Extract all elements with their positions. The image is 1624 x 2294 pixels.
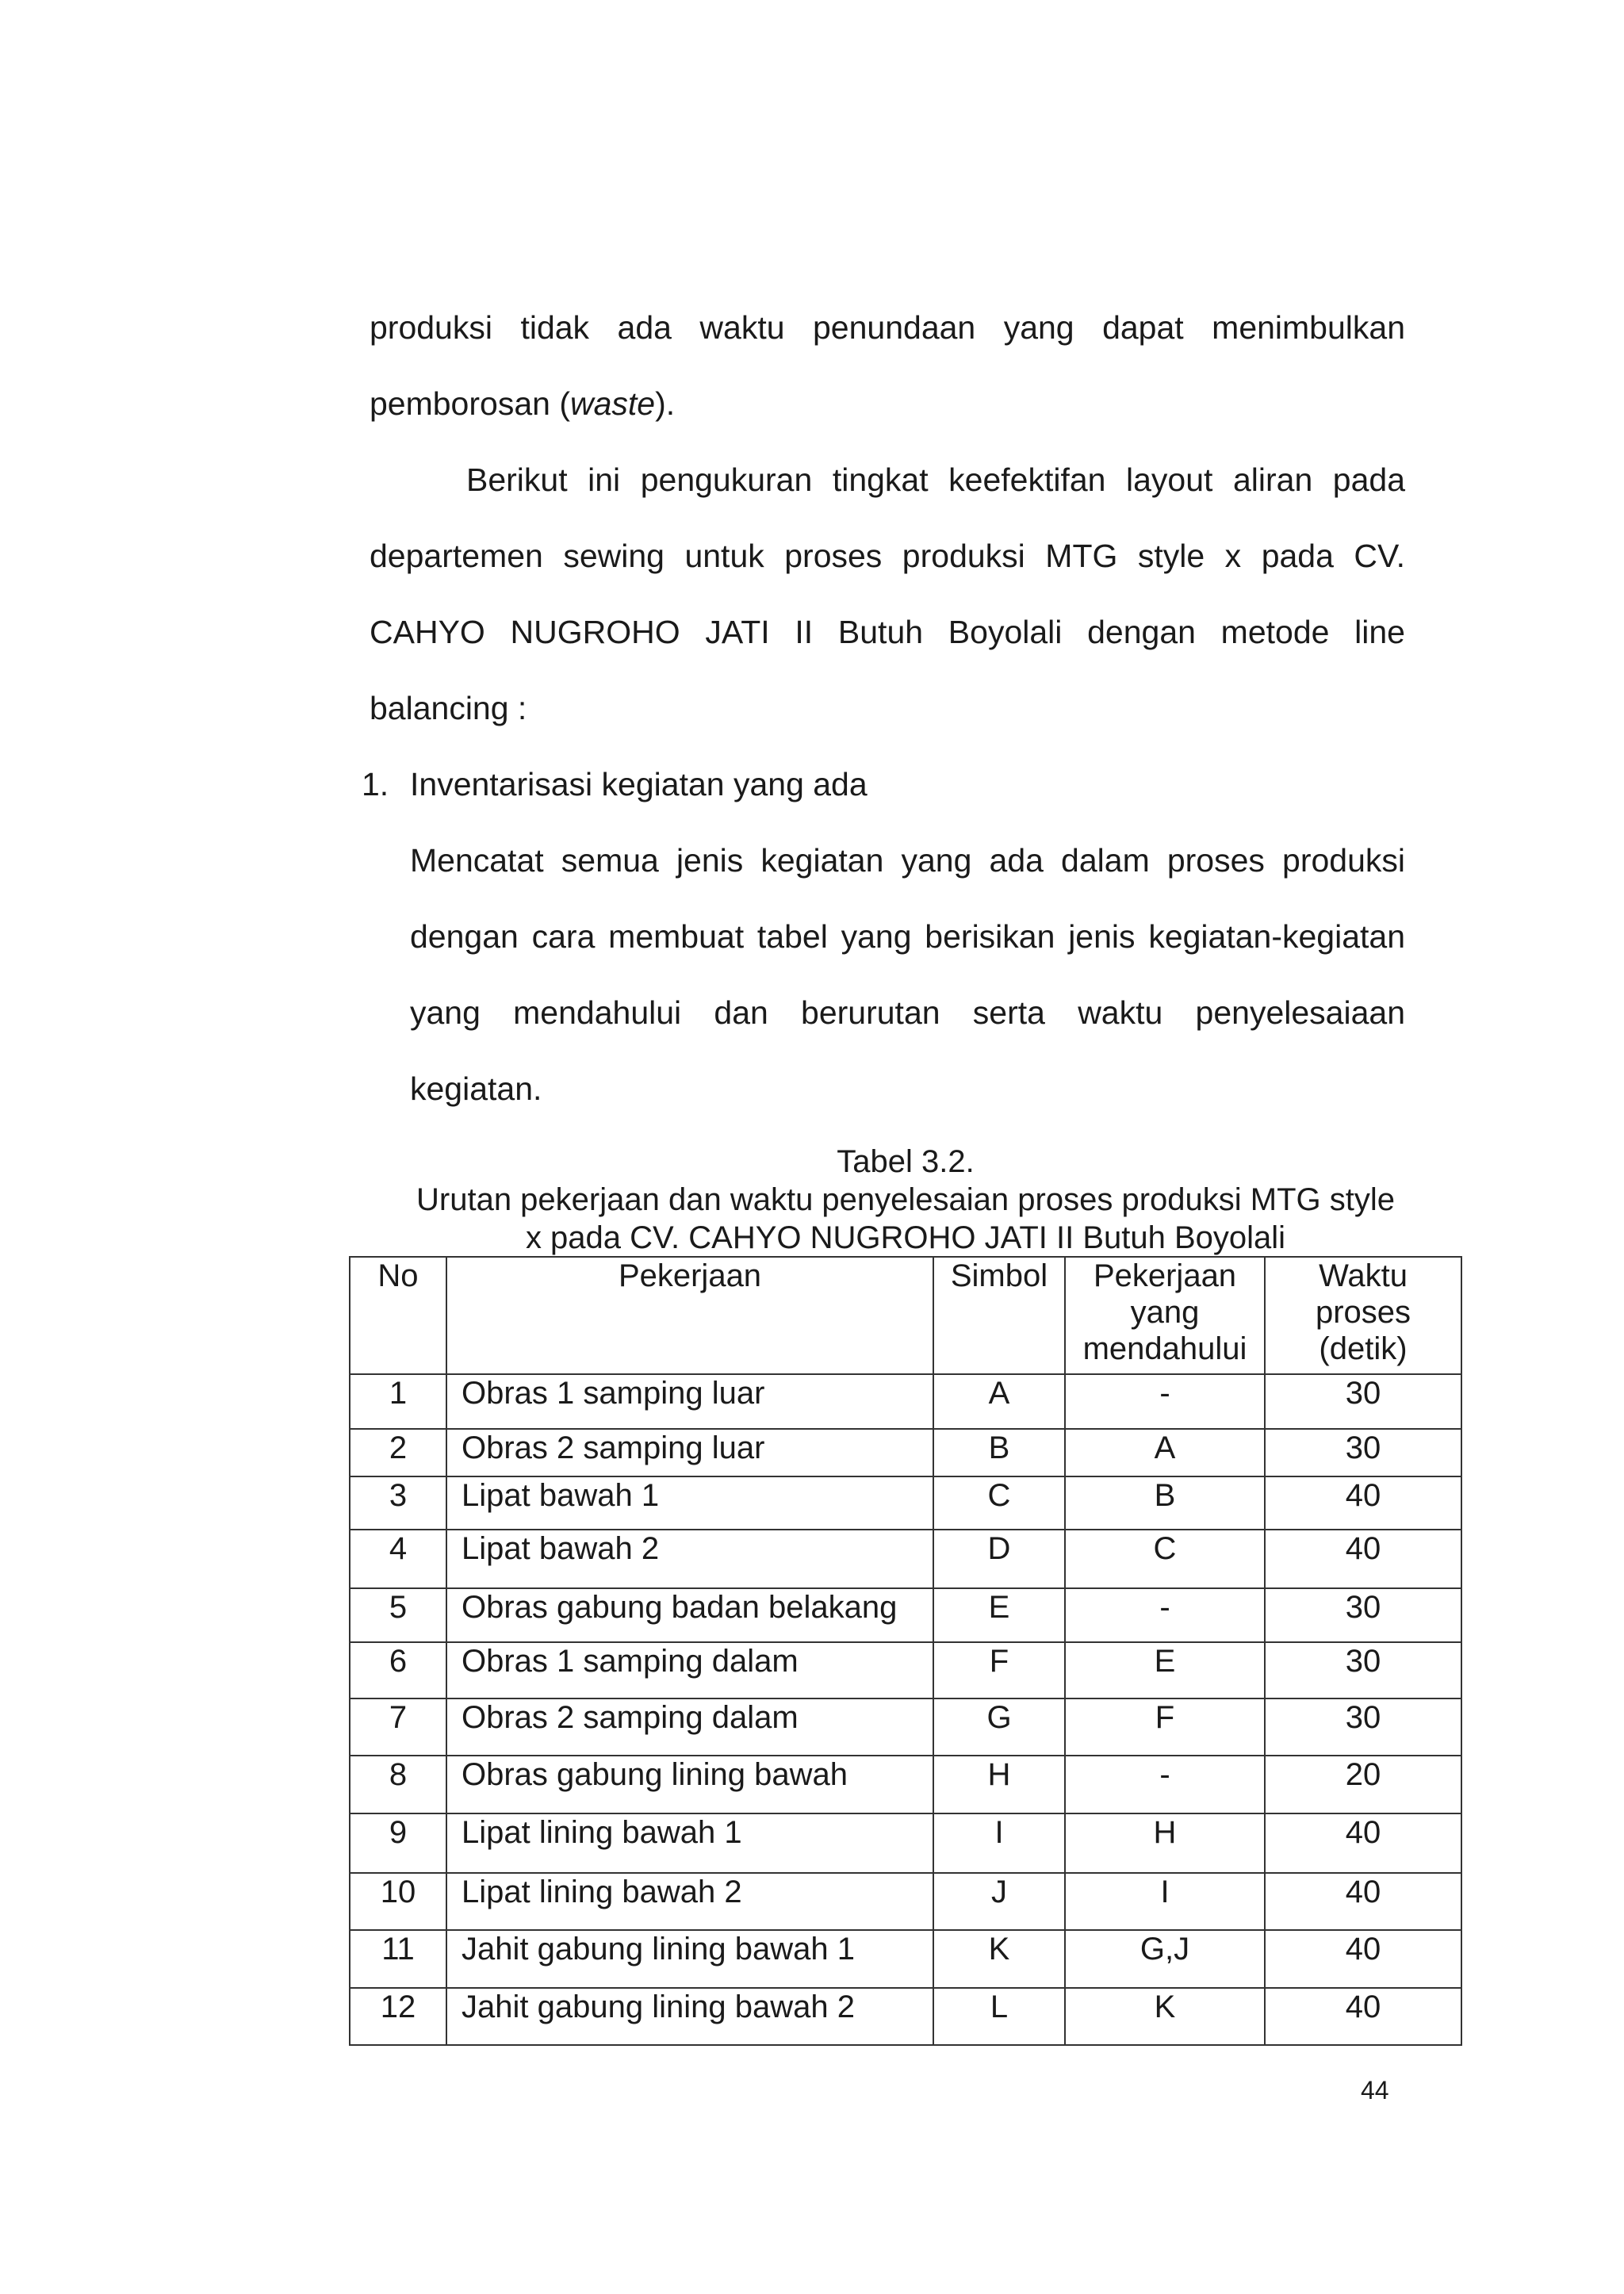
cell-simbol: C <box>933 1476 1065 1530</box>
table-row <box>350 1374 1461 1429</box>
cell-simbol: H <box>933 1756 1065 1813</box>
cell-no: 8 <box>350 1756 446 1813</box>
cell-simbol: D <box>933 1530 1065 1588</box>
cell-simbol: G <box>933 1698 1065 1756</box>
text-span: pemborosan ( <box>370 385 570 422</box>
list-item-body-line: Mencatat semua jenis kegiatan yang ada dalam proses produksi <box>410 842 1405 879</box>
cell-waktu: 40 <box>1265 1813 1461 1873</box>
cell-waktu: 30 <box>1265 1642 1461 1698</box>
cell-waktu: 40 <box>1265 1930 1461 1988</box>
table-caption-line: Urutan pekerjaan dan waktu penyelesaian proses produksi MTG style <box>416 1182 1395 1217</box>
cell-waktu: 30 <box>1265 1588 1461 1642</box>
cell-mendahului: - <box>1065 1756 1265 1813</box>
list-item-body-line: yang mendahului dan berurutan serta waktu penyelesaiaan <box>410 994 1405 1031</box>
cell-simbol: F <box>933 1642 1065 1698</box>
cell-pekerjaan: Jahit gabung lining bawah 1 <box>446 1930 933 1988</box>
cell-pekerjaan: Lipat lining bawah 2 <box>446 1873 933 1930</box>
cell-pekerjaan: Obras gabung badan belakang <box>446 1588 933 1642</box>
cell-pekerjaan: Lipat bawah 2 <box>446 1530 933 1588</box>
table-row <box>350 1813 1461 1873</box>
cell-pekerjaan: Lipat bawah 1 <box>446 1476 933 1530</box>
cell-waktu: 30 <box>1265 1698 1461 1756</box>
cell-simbol: A <box>933 1374 1065 1429</box>
header-simbol: Simbol <box>933 1257 1065 1374</box>
cell-pekerjaan: Lipat lining bawah 1 <box>446 1813 933 1873</box>
table-row <box>350 1476 1461 1530</box>
header-waktu <box>1265 1257 1461 1374</box>
cell-mendahului: B <box>1065 1476 1265 1530</box>
cell-mendahului: H <box>1065 1813 1265 1873</box>
paragraph-line <box>370 384 1405 423</box>
table-header-row <box>350 1257 1461 1374</box>
header-text: proses <box>1315 1295 1411 1330</box>
cell-waktu: 40 <box>1265 1873 1461 1930</box>
cell-mendahului: - <box>1065 1588 1265 1642</box>
header-text: mendahului <box>1082 1331 1247 1366</box>
table-row <box>350 1988 1461 2045</box>
cell-no: 2 <box>350 1429 446 1476</box>
list-item-title: Inventarisasi kegiatan yang ada <box>410 766 868 802</box>
cell-pekerjaan: Jahit gabung lining bawah 2 <box>446 1988 933 2045</box>
paragraph-line: balancing : <box>370 690 527 726</box>
cell-simbol: J <box>933 1873 1065 1930</box>
cell-simbol: B <box>933 1429 1065 1476</box>
table-caption-line: x pada CV. CAHYO NUGROHO JATI II Butuh Boyolali <box>525 1220 1286 1255</box>
table-row <box>350 1698 1461 1756</box>
list-item-body-line: kegiatan. <box>410 1070 542 1107</box>
cell-waktu: 40 <box>1265 1476 1461 1530</box>
cell-no: 12 <box>350 1988 446 2045</box>
header-mendahului <box>1065 1257 1265 1374</box>
cell-mendahului: F <box>1065 1698 1265 1756</box>
cell-no: 4 <box>350 1530 446 1588</box>
header-text: yang <box>1130 1295 1200 1330</box>
cell-mendahului: E <box>1065 1642 1265 1698</box>
italic-term: waste <box>569 385 656 422</box>
cell-pekerjaan: Obras gabung lining bawah <box>446 1756 933 1813</box>
table-caption-label: Tabel 3.2. <box>837 1144 975 1179</box>
cell-simbol: E <box>933 1588 1065 1642</box>
cell-simbol: K <box>933 1930 1065 1988</box>
list-item-number: 1. <box>362 766 389 802</box>
cell-pekerjaan: Obras 2 samping luar <box>446 1429 933 1476</box>
cell-mendahului: K <box>1065 1988 1265 2045</box>
cell-no: 9 <box>350 1813 446 1873</box>
cell-no: 10 <box>350 1873 446 1930</box>
page-number: 44 <box>1361 2076 1389 2104</box>
paragraph-line: CAHYO NUGROHO JATI II Butuh Boyolali dengan metode line <box>370 614 1405 650</box>
header-pekerjaan: Pekerjaan <box>446 1257 933 1374</box>
cell-mendahului: I <box>1065 1873 1265 1930</box>
cell-waktu: 30 <box>1265 1429 1461 1476</box>
cell-mendahului: A <box>1065 1429 1265 1476</box>
header-text: (detik) <box>1319 1331 1408 1366</box>
header-no: No <box>350 1257 446 1374</box>
table-row <box>350 1588 1461 1642</box>
paragraph-line: Berikut ini pengukuran tingkat keefektifan layout aliran pada <box>466 461 1405 498</box>
table-row <box>350 1642 1461 1698</box>
cell-no: 11 <box>350 1930 446 1988</box>
cell-no: 5 <box>350 1588 446 1642</box>
cell-waktu: 40 <box>1265 1530 1461 1588</box>
text-span: ). <box>655 385 676 422</box>
cell-pekerjaan: Obras 1 samping luar <box>446 1374 933 1429</box>
cell-simbol: L <box>933 1988 1065 2045</box>
cell-pekerjaan: Obras 1 samping dalam <box>446 1642 933 1698</box>
cell-simbol: I <box>933 1813 1065 1873</box>
cell-no: 1 <box>350 1374 446 1429</box>
table-row <box>350 1873 1461 1930</box>
paragraph-line: produksi tidak ada waktu penundaan yang dapat menimbulkan <box>370 309 1405 346</box>
cell-waktu: 40 <box>1265 1988 1461 2045</box>
cell-no: 3 <box>350 1476 446 1530</box>
cell-waktu: 30 <box>1265 1374 1461 1429</box>
data-table <box>349 1256 1462 2046</box>
header-text: Pekerjaan <box>1093 1258 1237 1293</box>
table-row <box>350 1429 1461 1476</box>
header-text: Waktu <box>1319 1258 1408 1293</box>
paragraph-line: departemen sewing untuk proses produksi MTG style x pada CV. <box>370 538 1405 574</box>
cell-no: 6 <box>350 1642 446 1698</box>
cell-mendahului: G,J <box>1065 1930 1265 1988</box>
cell-waktu: 20 <box>1265 1756 1461 1813</box>
list-item-body-line: dengan cara membuat tabel yang berisikan jenis kegiatan-kegiatan <box>410 918 1405 955</box>
cell-mendahului: - <box>1065 1374 1265 1429</box>
table-row <box>350 1756 1461 1813</box>
table-row <box>350 1930 1461 1988</box>
cell-no: 7 <box>350 1698 446 1756</box>
table-row <box>350 1530 1461 1588</box>
cell-mendahului: C <box>1065 1530 1265 1588</box>
cell-pekerjaan: Obras 2 samping dalam <box>446 1698 933 1756</box>
